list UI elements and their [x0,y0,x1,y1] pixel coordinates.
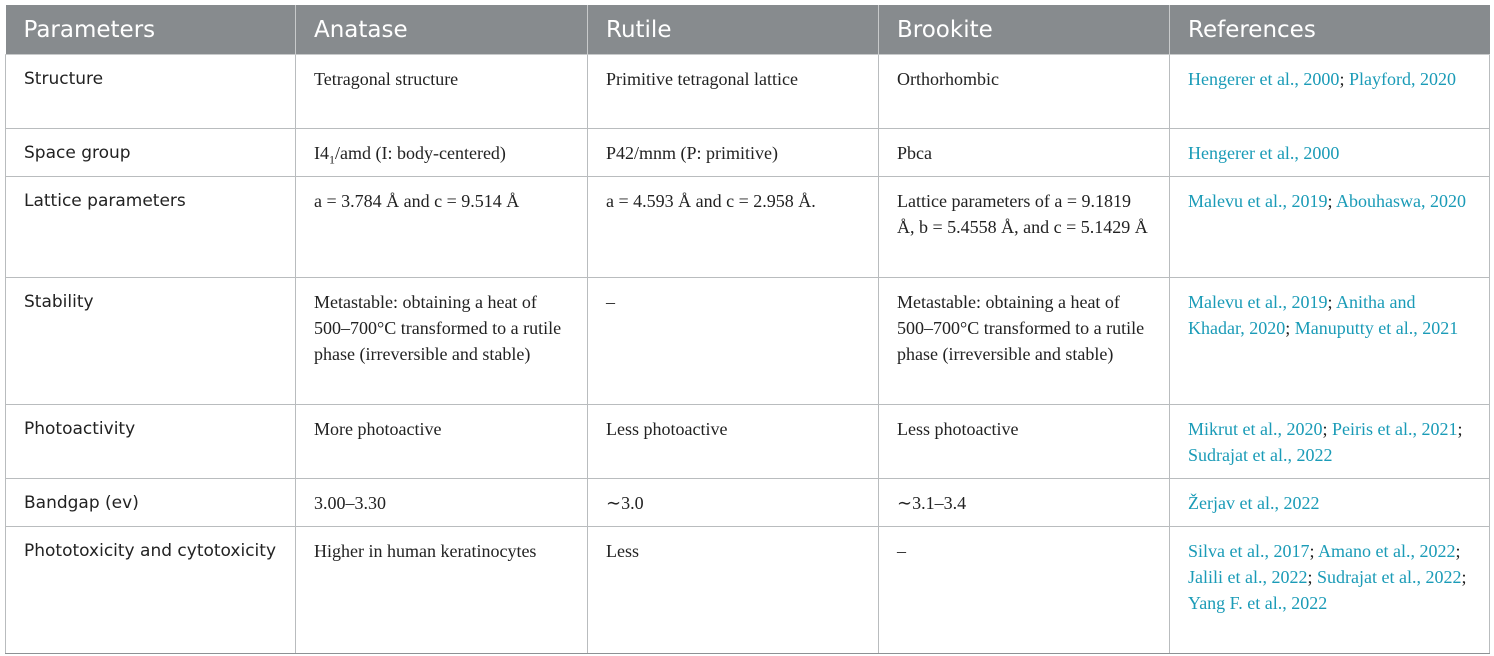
parameter-cell: Photoactivity [6,405,296,479]
brookite-cell: Orthorhombic [879,55,1170,129]
reference-link[interactable]: Malevu et al., 2019 [1188,191,1328,211]
parameter-cell: Structure [6,55,296,129]
table-row [6,527,1490,654]
brookite-cell: – [879,527,1170,654]
rutile-cell: Less [588,527,879,654]
reference-link[interactable]: Hengerer et al., 2000 [1188,143,1340,163]
parameter-cell: Bandgap (ev) [6,479,296,527]
table-row [6,55,1490,129]
anatase-space-group-suffix: /amd (I: body-centered) [335,143,506,163]
anatase-cell: Metastable: obtaining a heat of 500–700°C transformed to a rutile phase (irreversible and stable) [296,278,588,405]
table-row [6,479,1490,527]
header-row [6,5,1490,55]
reference-link[interactable]: Peiris et al., 2021 [1332,419,1458,439]
reference-link[interactable]: Silva et al., 2017 [1188,541,1310,561]
brookite-cell: Pbca [879,129,1170,177]
table-row [6,177,1490,278]
reference-link[interactable]: Manuputty et al., 2021 [1294,318,1459,338]
header-parameters: Parameters [6,5,296,55]
anatase-cell [296,129,588,177]
table-row [6,405,1490,479]
parameter-cell: Space group [6,129,296,177]
rutile-cell: a = 4.593 Å and c = 2.958 Å. [588,177,879,278]
references-cell: Silva et al., 2017; Amano et al., 2022; Jalili et al., 2022; Sudrajat et al., 2022; Yang F. et al., 2022 [1170,527,1490,654]
anatase-cell: Tetragonal structure [296,55,588,129]
references-cell: Hengerer et al., 2000; Playford, 2020 [1170,55,1490,129]
rutile-cell: Less photoactive [588,405,879,479]
reference-link[interactable]: Sudrajat et al., 2022 [1317,567,1462,587]
reference-link[interactable]: Malevu et al., 2019 [1188,292,1328,312]
references-cell: Malevu et al., 2019; Anitha and Khadar, 2020; Manuputty et al., 2021 [1170,278,1490,405]
reference-link[interactable]: Amano et al., 2022 [1318,541,1456,561]
reference-link[interactable]: Yang F. et al., 2022 [1188,593,1328,613]
references-cell [1170,479,1490,527]
parameter-cell: Lattice parameters [6,177,296,278]
header-brookite: Brookite [879,5,1170,55]
rutile-cell: – [588,278,879,405]
table-header [6,5,1490,55]
reference-link[interactable]: Žerjav et al., 2022 [1188,493,1320,513]
parameter-cell: Phototoxicity and cytotoxicity [6,527,296,654]
anatase-space-group-subscript: 1 [329,152,335,167]
reference-link[interactable]: Hengerer et al., 2000 [1188,69,1340,89]
anatase-space-group-prefix: I4 [314,143,329,163]
header-references: References [1170,5,1490,55]
reference-link[interactable]: Abouhaswa, 2020 [1335,191,1466,211]
reference-link[interactable]: Sudrajat et al., 2022 [1188,445,1333,465]
reference-link[interactable]: Jalili et al., 2022 [1188,567,1308,587]
reference-link[interactable]: Anitha and Khadar, 2020 [1188,292,1416,338]
header-anatase: Anatase [296,5,588,55]
anatase-cell: Higher in human keratinocytes [296,527,588,654]
header-rutile: Rutile [588,5,879,55]
table-row [6,278,1490,405]
reference-link[interactable]: Playford, 2020 [1348,69,1456,89]
rutile-cell: P42/mnm (P: primitive) [588,129,879,177]
brookite-cell: Metastable: obtaining a heat of 500–700°C transformed to a rutile phase (irreversible and stable) [879,278,1170,405]
rutile-cell: ∼3.0 [588,479,879,527]
anatase-cell: More photoactive [296,405,588,479]
references-cell [1170,129,1490,177]
brookite-cell: ∼3.1–3.4 [879,479,1170,527]
reference-link[interactable]: Mikrut et al., 2020 [1188,419,1323,439]
table-row [6,129,1490,177]
tio2-polymorph-table [5,5,1490,654]
anatase-cell: a = 3.784 Å and c = 9.514 Å [296,177,588,278]
anatase-cell: 3.00–3.30 [296,479,588,527]
references-cell: Malevu et al., 2019; Abouhaswa, 2020 [1170,177,1490,278]
brookite-cell: Less photoactive [879,405,1170,479]
references-cell: Mikrut et al., 2020; Peiris et al., 2021; Sudrajat et al., 2022 [1170,405,1490,479]
parameter-cell: Stability [6,278,296,405]
table-body [6,55,1490,654]
brookite-cell: Lattice parameters of a = 9.1819 Å, b = 5.4558 Å, and c = 5.1429 Å [879,177,1170,278]
rutile-cell: Primitive tetragonal lattice [588,55,879,129]
